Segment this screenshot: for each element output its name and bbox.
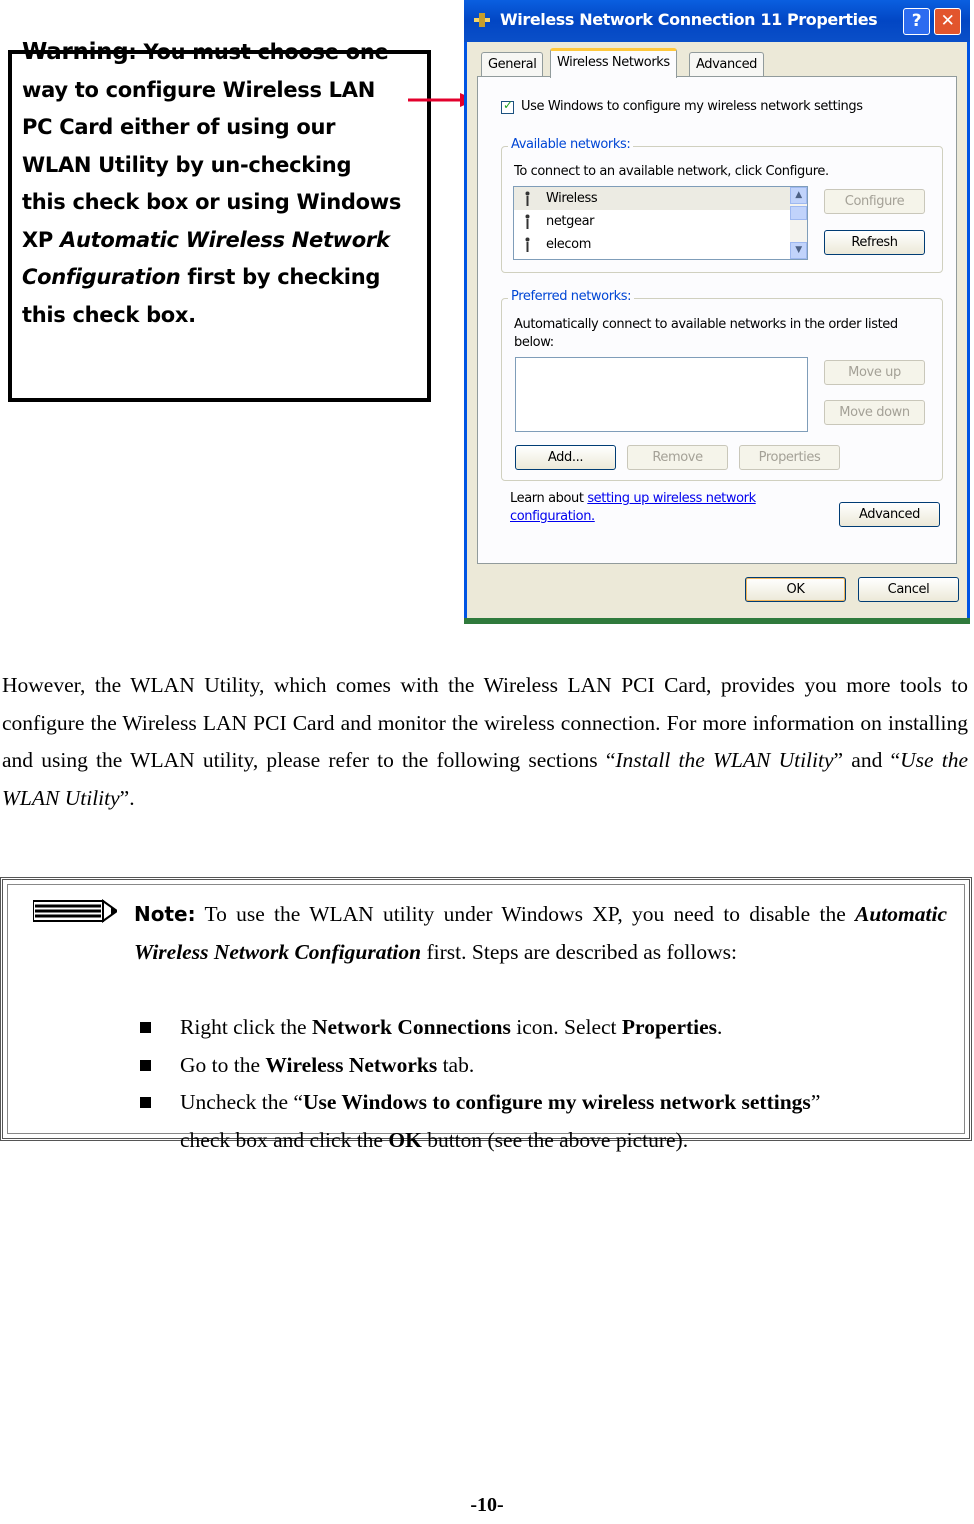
tab-wireless-networks[interactable]: Wireless Networks: [550, 48, 677, 78]
pencil-icon: [33, 899, 117, 923]
preferred-networks-group: [501, 289, 943, 481]
learn-about-text: Learn about setting up wireless network: [510, 491, 756, 506]
note-text: Note: To use the WLAN utility under Windows XP, you need to disable the Automatic Wireless Network Configuration first. Steps are described as follows:: [134, 902, 947, 964]
list-scrollbar[interactable]: [790, 187, 807, 259]
scroll-down-icon[interactable]: ▼: [790, 242, 807, 259]
available-networks-legend: Available networks:: [508, 137, 633, 152]
warning-text: Warning: You must choose one way to configure Wireless LAN PC Card either of using our WLAN Utility by un-checking this check box or using Windows XP Automatic Wireless Network Configuration first by checking this check box.: [22, 39, 402, 327]
properties-dialog: [464, 0, 970, 624]
bullet-square-icon: [140, 1060, 151, 1071]
antenna-icon: [524, 237, 531, 252]
available-networks-hint: To connect to an available network, click Configure.: [514, 164, 829, 179]
use-windows-label[interactable]: Use Windows to configure my wireless network settings: [521, 99, 863, 114]
body-paragraph: However, the WLAN Utility, which comes with the Wireless LAN PCI Card, provides you more tools to configure the Wireless LAN PCI Card and monitor the wireless connection. For more information on installing and using the WLAN utility, please refer to the following sections “Install the WLAN Utility” and “Use the WLAN Utility”.: [2, 673, 968, 810]
list-item: Uncheck the “Use Windows to configure my wireless network settings”: [134, 1084, 949, 1122]
note-steps: [134, 1009, 949, 1159]
list-item[interactable]: Wireless: [514, 187, 807, 210]
available-networks-list[interactable]: [513, 186, 808, 260]
preferred-networks-hint-2: below:: [514, 335, 554, 350]
dialog-title: Wireless Network Connection 11 Properties: [500, 10, 878, 29]
list-item[interactable]: netgear: [514, 210, 807, 233]
list-item: Go to the Wireless Networks tab.: [134, 1047, 949, 1085]
properties-button[interactable]: Properties: [739, 445, 840, 470]
move-down-button[interactable]: Move down: [824, 400, 925, 425]
note-box: [0, 877, 972, 1152]
configure-button[interactable]: Configure: [824, 189, 925, 214]
list-item[interactable]: elecom: [514, 233, 807, 256]
preferred-networks-hint: Automatically connect to available networks in the order listed: [514, 317, 898, 332]
antenna-icon: [524, 191, 531, 206]
preferred-networks-list[interactable]: [515, 357, 808, 432]
list-item-continuation: check box and click the OK button (see the above picture).: [180, 1127, 689, 1152]
help-button[interactable]: ?: [903, 8, 930, 35]
advanced-button[interactable]: Advanced: [839, 502, 940, 527]
remove-button[interactable]: Remove: [627, 445, 728, 470]
bullet-square-icon: [140, 1022, 151, 1033]
add-button[interactable]: Add...: [515, 445, 616, 470]
scroll-thumb[interactable]: [790, 206, 807, 220]
antenna-icon: [524, 214, 531, 229]
list-item: Right click the Network Connections icon. Select Properties.: [134, 1009, 949, 1047]
taskbar-strip: [464, 618, 970, 624]
refresh-button[interactable]: Refresh: [824, 230, 925, 255]
move-up-button[interactable]: Move up: [824, 360, 925, 385]
page-number: -10-: [470, 1494, 504, 1516]
use-windows-checkbox[interactable]: [501, 101, 514, 114]
learn-link[interactable]: setting up wireless network: [587, 491, 756, 506]
bullet-square-icon: [140, 1097, 151, 1108]
learn-link-2[interactable]: configuration.: [510, 509, 595, 524]
learn-about-text-2: [510, 509, 595, 524]
ok-button[interactable]: OK: [745, 577, 846, 602]
close-button[interactable]: ✕: [934, 8, 961, 35]
tab-advanced[interactable]: Advanced: [689, 52, 764, 76]
tab-general[interactable]: General: [481, 52, 543, 76]
cancel-button[interactable]: Cancel: [858, 577, 959, 602]
available-networks-group: [501, 137, 943, 273]
network-connection-icon: [474, 13, 490, 27]
wireless-networks-panel: [477, 76, 957, 564]
title-bar: [464, 0, 970, 42]
preferred-networks-legend: Preferred networks:: [508, 289, 634, 304]
scroll-up-icon[interactable]: ▲: [790, 187, 807, 204]
